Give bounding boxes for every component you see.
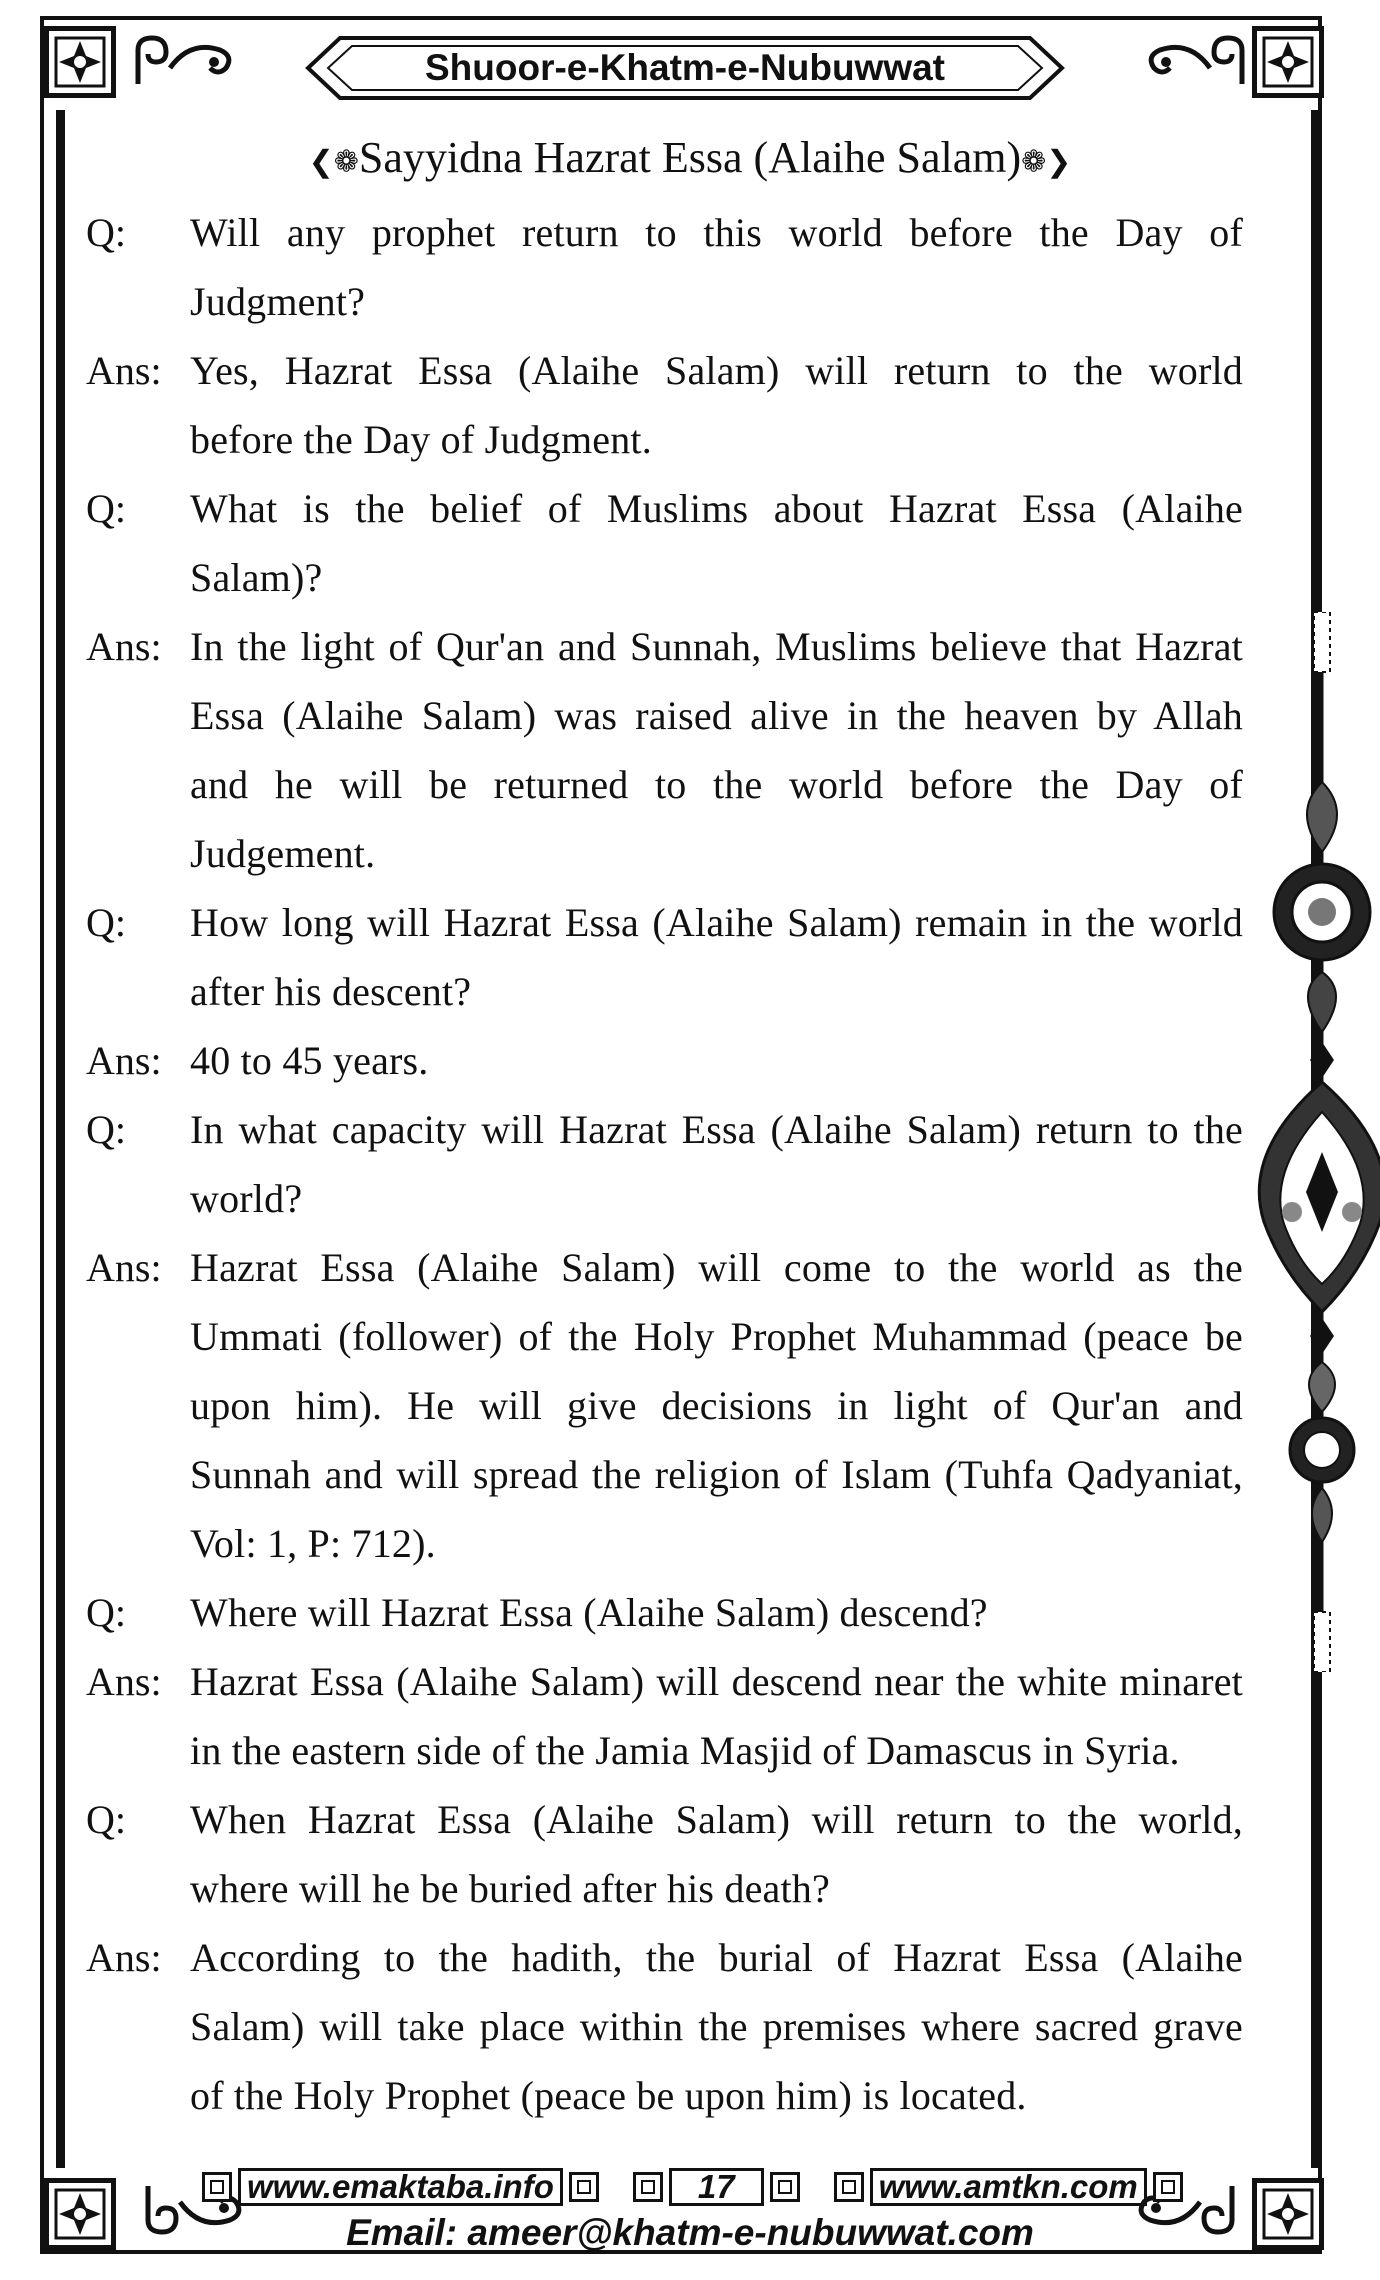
website-link-emaktaba[interactable]: www.emaktaba.info [238,2168,563,2206]
text-line: 40 to 45 years. [190,1038,429,1083]
text-line: According to the hadith, the burial of Hazrat Essa (Alaihe [190,1935,1243,1980]
scroll-flourish-icon [130,30,240,90]
question-item [0,888,1380,1026]
text-line: Judgement. [190,831,376,876]
question-label: Q: [86,210,126,255]
question-label: Q: [86,1107,126,1152]
answer-item [0,1923,1380,2130]
text-line: Essa (Alaihe Salam) was raised alive in the heaven by Allah [190,693,1243,738]
square-ornament-icon [569,2172,599,2202]
answer-text [190,1647,1243,1785]
text-line: world? [190,1176,303,1221]
corner-tile-icon [1252,26,1324,98]
square-ornament-icon [202,2172,232,2202]
text-line: of the Holy Prophet (peace be upon him) is located. [190,2073,1027,2118]
square-ornament-icon [770,2172,800,2202]
question-label: Q: [86,1590,126,1635]
footer-email[interactable]: Email: ameer@khatm-e-nubuwwat.com [346,2212,1034,2253]
answer-text [190,612,1243,888]
website-link-amtkn[interactable]: www.amtkn.com [870,2168,1147,2206]
square-ornament-icon [1153,2172,1183,2202]
text-line: before the Day of Judgment. [190,417,652,462]
text-line: Hazrat Essa (Alaihe Salam) will descend near the white minaret [190,1659,1243,1704]
question-item [0,198,1380,336]
text-line: Will any prophet return to this world before the Day of [190,210,1243,255]
header-banner [300,30,1070,106]
text-line: Judgment? [190,279,366,324]
heading-left-ornament-icon: ❮❁ [308,145,359,179]
question-item [0,474,1380,612]
text-line: Sunnah and will spread the religion of Islam (Tuhfa Qadyaniat, [190,1452,1243,1497]
arabesque-side-ornament-icon [1252,612,1380,1672]
answer-label: Ans: [86,1245,162,1290]
question-text [190,1578,1243,1647]
text-line: and he will be returned to the world before the Day of [190,762,1243,807]
text-line: Ummati (follower) of the Holy Prophet Muhammad (peace be [190,1314,1243,1359]
page-number: 17 [669,2168,764,2206]
question-label: Q: [86,486,126,531]
question-text [190,888,1243,1026]
text-line: Salam)? [190,555,323,600]
heading-right-ornament-icon: ❁❯ [1021,145,1072,179]
question-label: Q: [86,900,126,945]
answer-text [190,1923,1243,2130]
answer-text [190,1026,1243,1095]
text-line: When Hazrat Essa (Alaihe Salam) will return to the world, [190,1797,1243,1842]
section-heading [0,132,1380,183]
answer-item [0,1647,1380,1785]
question-item [0,1095,1380,1233]
text-line: In what capacity will Hazrat Essa (Alaihe Salam) return to the [190,1107,1243,1152]
answer-item [0,336,1380,474]
answer-label: Ans: [86,1038,162,1083]
qa-list [0,198,1380,2130]
answer-label: Ans: [86,1935,162,1980]
question-text [190,474,1243,612]
text-line: upon him). He will give decisions in light of Qur'an and [190,1383,1243,1428]
question-item [0,1578,1380,1647]
text-line: In the light of Qur'an and Sunnah, Muslims believe that Hazrat [190,624,1243,669]
question-label: Q: [86,1797,126,1842]
question-item [0,1785,1380,1923]
text-line: What is the belief of Muslims about Hazrat Essa (Alaihe [190,486,1243,531]
text-line: How long will Hazrat Essa (Alaihe Salam) remain in the world [190,900,1243,945]
question-text [190,1095,1243,1233]
section-heading-text: Sayyidna Hazrat Essa (Alaihe Salam) [358,133,1022,182]
square-ornament-icon [834,2172,864,2202]
question-text [190,1785,1243,1923]
answer-item [0,1026,1380,1095]
answer-label: Ans: [86,348,162,393]
text-line: Yes, Hazrat Essa (Alaihe Salam) will return to the world [190,348,1243,393]
footer-links-row [196,2164,1189,2210]
answer-item [0,1233,1380,1578]
text-line: after his descent? [190,969,472,1014]
square-ornament-icon [633,2172,663,2202]
answer-label: Ans: [86,624,162,669]
corner-tile-icon [44,26,116,98]
running-header-title: Shuoor-e-Khatm-e-Nubuwwat [424,47,946,88]
answer-label: Ans: [86,1659,162,1704]
text-line: Where will Hazrat Essa (Alaihe Salam) descend? [190,1590,988,1635]
answer-item [0,612,1380,888]
text-line: Salam) will take place within the premises where sacred grave [190,2004,1243,2049]
text-line: Vol: 1, P: 712). [190,1521,436,1566]
text-line: Hazrat Essa (Alaihe Salam) will come to the world as the [190,1245,1243,1290]
question-text [190,198,1243,336]
answer-text [190,336,1243,474]
text-line: where will he be buried after his death? [190,1866,830,1911]
scroll-flourish-icon [1140,30,1250,90]
answer-text [190,1233,1243,1578]
text-line: in the eastern side of the Jamia Masjid of Damascus in Syria. [190,1728,1180,1773]
